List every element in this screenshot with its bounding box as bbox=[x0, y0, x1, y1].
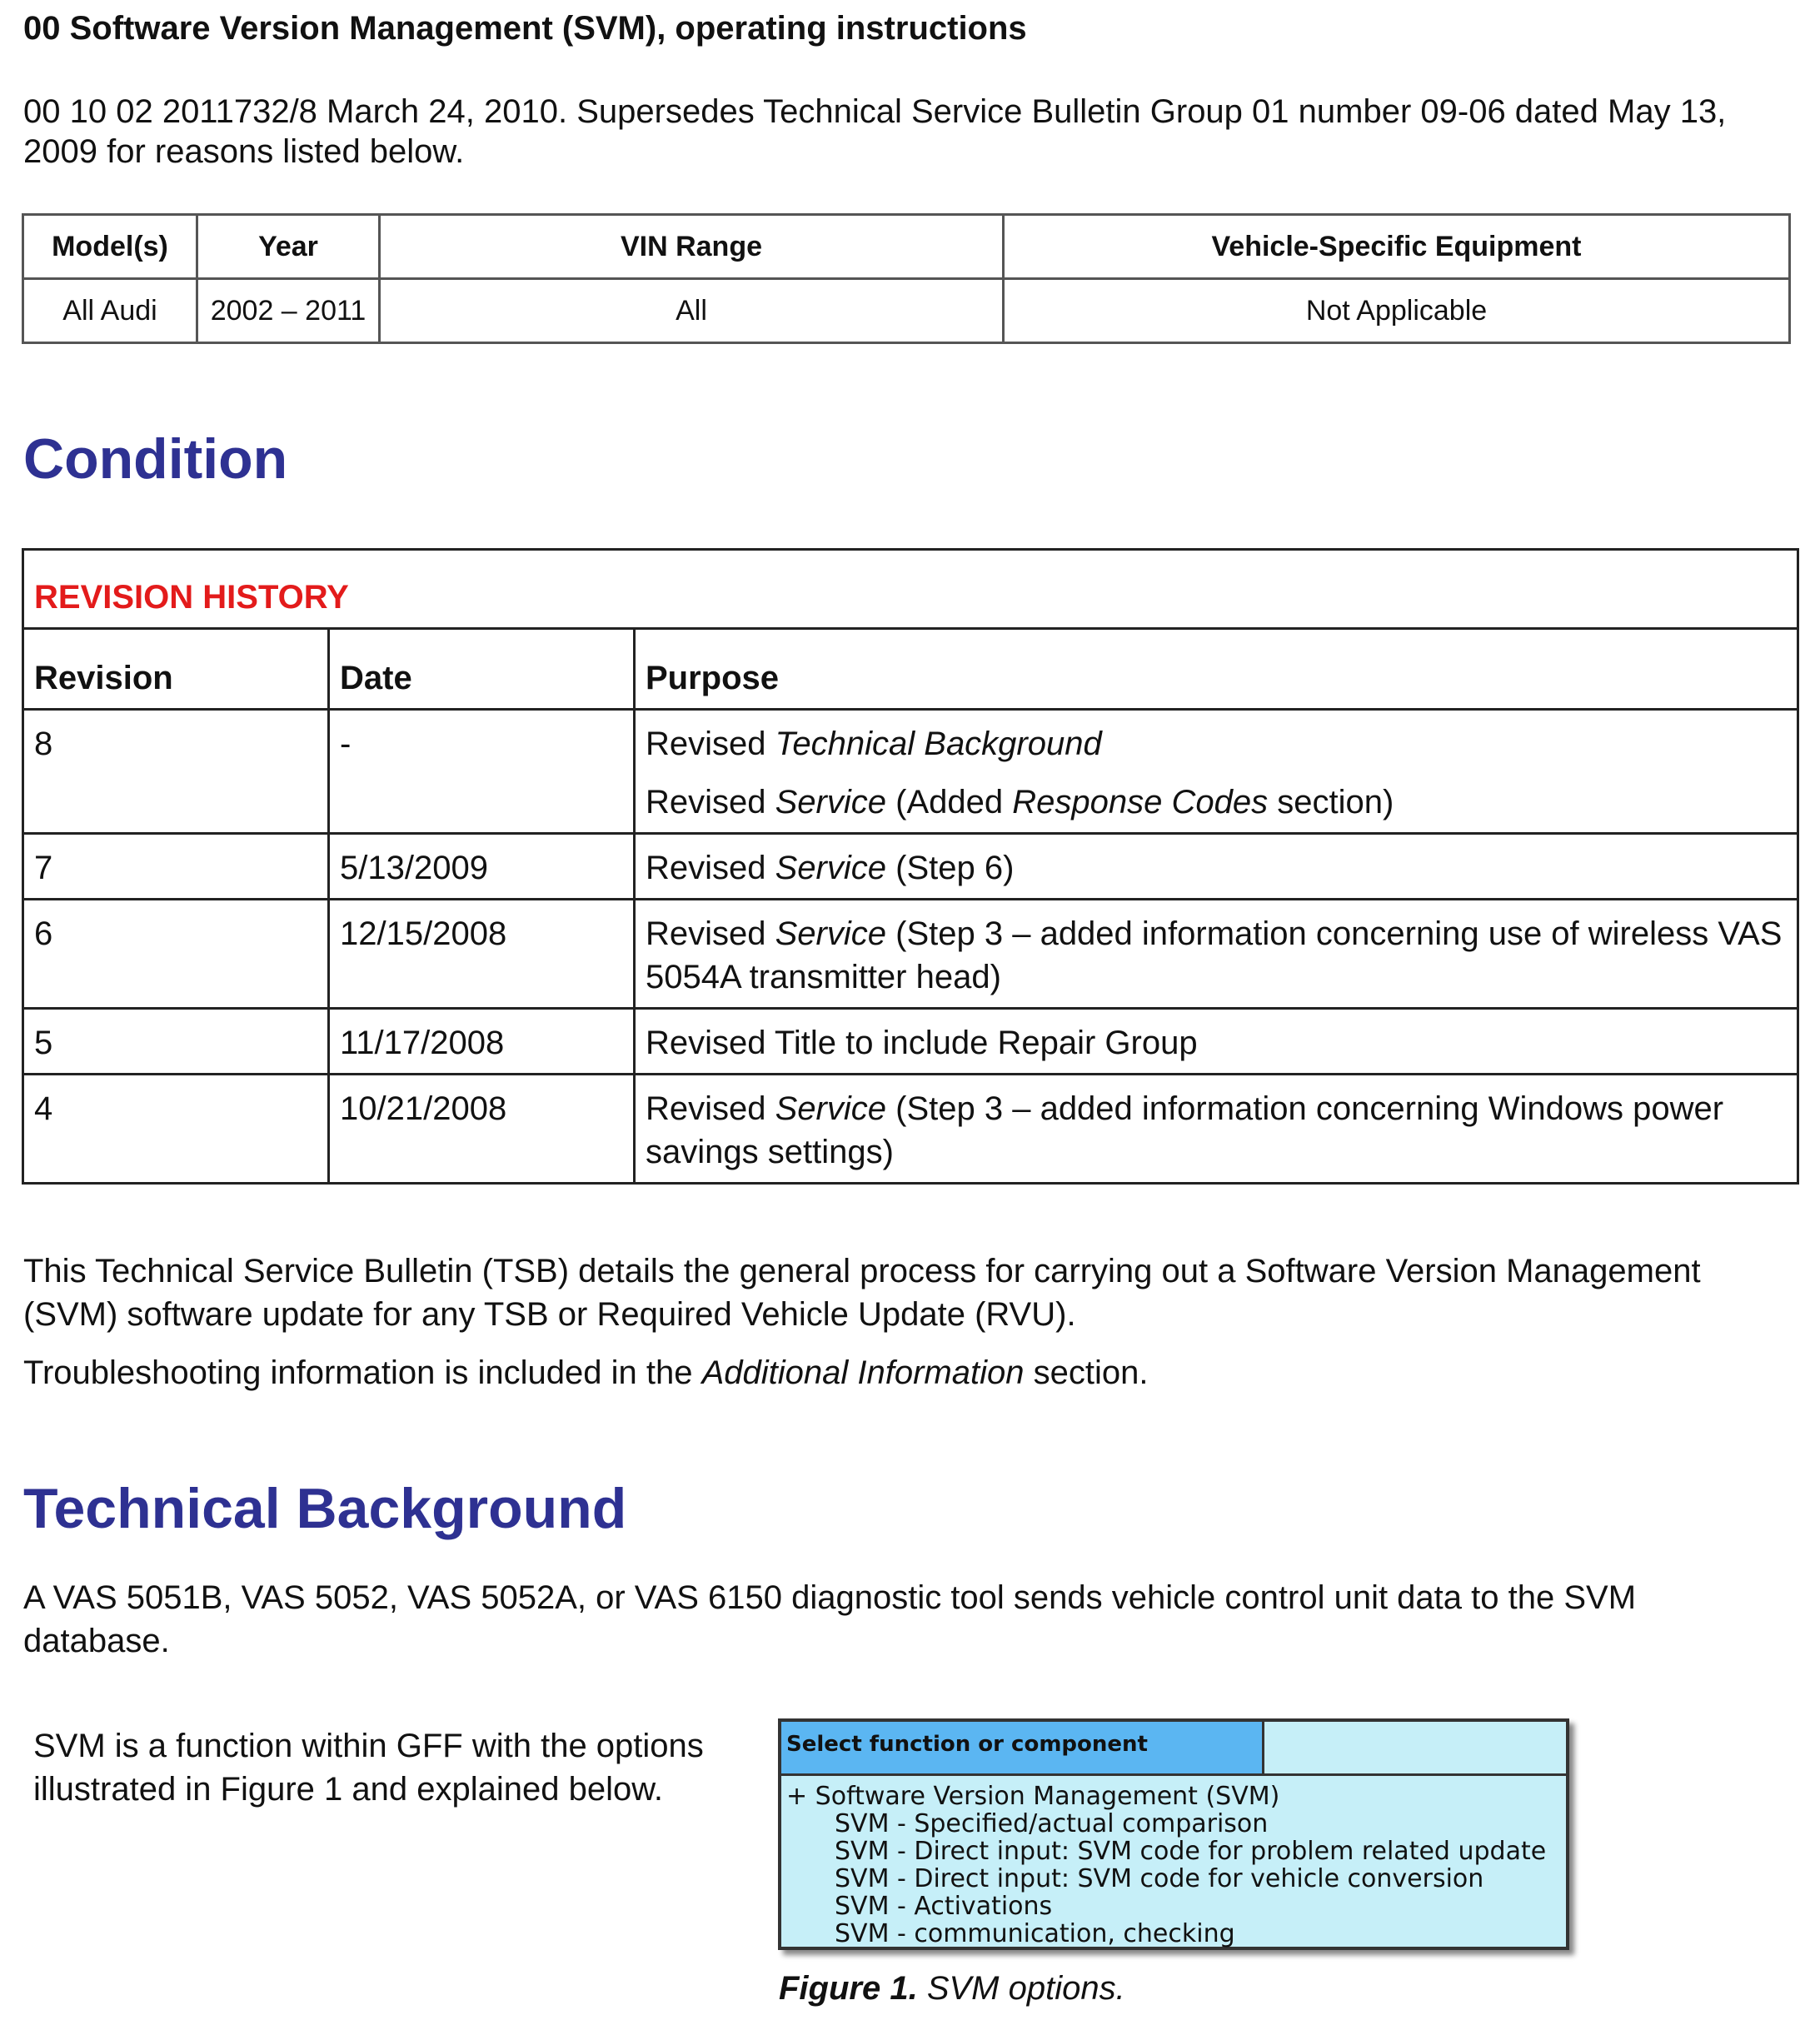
date-cell: 11/17/2008 bbox=[329, 1009, 635, 1075]
svm-option-list bbox=[781, 1776, 1566, 1948]
select-function-label: Select function or component bbox=[781, 1722, 1264, 1773]
additional-information-ref: Additional Information bbox=[701, 1354, 1025, 1391]
header-purpose: Purpose bbox=[635, 629, 1798, 710]
header-year: Year bbox=[197, 215, 380, 279]
purpose-line: Revised Service (Added Response Codes section) bbox=[646, 784, 1394, 820]
purpose-cell: Revised Service (Step 3 – added information concerning Windows power savings settings) bbox=[635, 1075, 1798, 1184]
figure-header bbox=[781, 1722, 1566, 1776]
cell-models: All Audi bbox=[23, 279, 197, 343]
purpose-cell: Revised Service (Step 6) bbox=[635, 834, 1798, 900]
condition-heading: Condition bbox=[23, 427, 288, 491]
bulletin-line: 00 10 02 2011732/8 March 24, 2010. Supersedes Technical Service Bulletin Group 01 number 09-06 dated May 13, 2009 for reasons listed below. bbox=[23, 93, 1727, 170]
table-row bbox=[23, 1075, 1798, 1184]
technical-background-heading: Technical Background bbox=[23, 1477, 627, 1540]
list-item: SVM - Specified/actual comparison bbox=[835, 1809, 1269, 1838]
list-item: SVM - Direct input: SVM code for vehicle conversion bbox=[835, 1864, 1484, 1893]
date-cell: 5/13/2009 bbox=[329, 834, 635, 900]
figure-caption-label: Figure 1. bbox=[779, 1970, 918, 2007]
troubleshooting-paragraph bbox=[23, 1351, 1789, 1394]
figure-caption-text: SVM options. bbox=[917, 1970, 1125, 2007]
purpose-cell bbox=[635, 710, 1798, 834]
revision-history-title: REVISION HISTORY bbox=[23, 550, 1798, 629]
table-row bbox=[23, 834, 1798, 900]
header-equipment: Vehicle-Specific Equipment bbox=[1004, 215, 1790, 279]
list-item: SVM - Direct input: SVM code for problem related update bbox=[835, 1837, 1547, 1866]
purpose-cell: Revised Title to include Repair Group bbox=[635, 1009, 1798, 1075]
purpose-cell: Revised Service (Step 3 – added information concerning use of wireless VAS 5054A transmitter head) bbox=[635, 900, 1798, 1009]
cell-vin-range: All bbox=[380, 279, 1004, 343]
table-row bbox=[23, 710, 1798, 834]
header-revision: Revision bbox=[23, 629, 329, 710]
list-item: SVM - communication, checking bbox=[835, 1919, 1235, 1948]
header-models: Model(s) bbox=[23, 215, 197, 279]
revision-cell: 8 bbox=[23, 710, 329, 834]
date-cell: 10/21/2008 bbox=[329, 1075, 635, 1184]
text-run: section. bbox=[1024, 1354, 1149, 1391]
revision-history-table bbox=[22, 548, 1799, 1185]
purpose-line: Revised Technical Background bbox=[646, 726, 1102, 762]
revision-cell: 6 bbox=[23, 900, 329, 1009]
figure-header-blank bbox=[1264, 1722, 1566, 1773]
list-item: + Software Version Management (SVM) bbox=[786, 1782, 1280, 1811]
revision-cell: 5 bbox=[23, 1009, 329, 1075]
table-row bbox=[23, 900, 1798, 1009]
header-date: Date bbox=[329, 629, 635, 710]
condition-paragraph: This Technical Service Bulletin (TSB) details the general process for carrying out a Software Version Management (SVM) software update for any TSB or Required Vehicle Update (RVU). bbox=[23, 1253, 1701, 1333]
vehicle-applicability-table bbox=[22, 213, 1791, 344]
list-item: SVM - Activations bbox=[835, 1892, 1053, 1921]
cell-equipment: Not Applicable bbox=[1004, 279, 1790, 343]
text-run: Troubleshooting information is included in the bbox=[23, 1354, 702, 1391]
svm-description-paragraph: SVM is a function within GFF with the options illustrated in Figure 1 and explained below. bbox=[33, 1728, 704, 1808]
document-title: 00 Software Version Management (SVM), operating instructions bbox=[23, 10, 1027, 47]
cell-year: 2002 – 2011 bbox=[197, 279, 380, 343]
header-vin-range: VIN Range bbox=[380, 215, 1004, 279]
table-row bbox=[23, 1009, 1798, 1075]
technical-background-paragraph: A VAS 5051B, VAS 5052, VAS 5052A, or VAS 6150 diagnostic tool sends vehicle control unit data to the SVM database. bbox=[23, 1579, 1637, 1659]
revision-cell: 4 bbox=[23, 1075, 329, 1184]
revision-cell: 7 bbox=[23, 834, 329, 900]
svm-options-figure bbox=[778, 1718, 1569, 1950]
date-cell: - bbox=[329, 710, 635, 834]
figure-caption bbox=[779, 1970, 1125, 2008]
date-cell: 12/15/2008 bbox=[329, 900, 635, 1009]
